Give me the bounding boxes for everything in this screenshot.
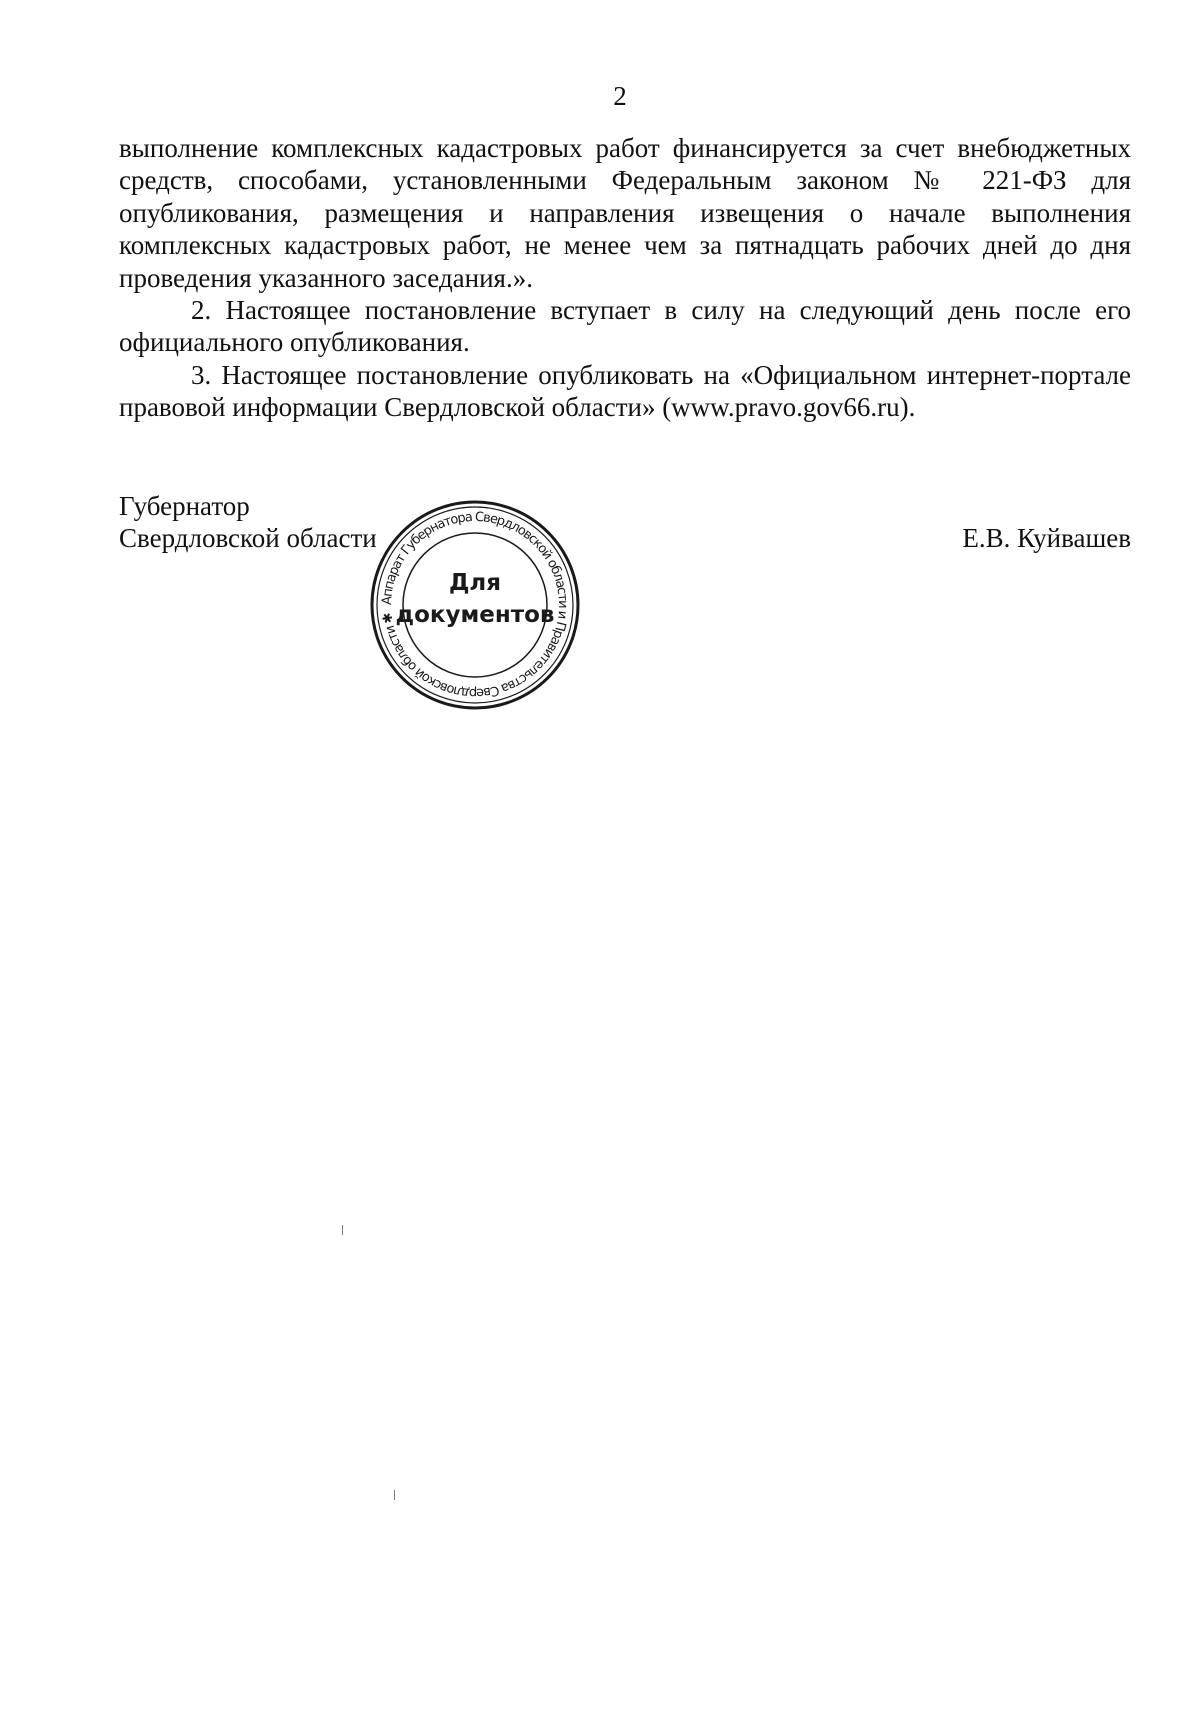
stamp-ring-text: Аппарат Губернатора Свердловской области и Правительства Свердловской области ✱ — [379, 509, 571, 701]
page-number: 2 — [613, 81, 627, 111]
signer-title — [119, 490, 377, 555]
paragraph-2: 2. Настоящее постановление вступает в силу на следующий день после его официального опубликования. — [119, 295, 1131, 358]
scan-speck — [394, 1490, 395, 1500]
stamp-center-line-1: Для — [448, 570, 502, 596]
signature-block — [119, 490, 1131, 730]
paragraph-3: 3. Настоящее постановление опубликовать на «Официальном интернет-портале правовой информации Свердловской области» (www.pravo.gov66.ru). — [119, 359, 1131, 423]
official-stamp — [365, 495, 585, 715]
signer-title-line-2: Свердловской области — [119, 523, 377, 554]
paragraph-continuation: выполнение комплексных кадастровых работ финансируется за счет внебюджетных средств, способами, установленными Федеральным законом № 221-ФЗ для опубликования, размещения и направления извещения о начале выполнения комплексных кадастровых работ, не менее чем за пятнадцать рабочих дней до дня проведения указанного заседания.». — [119, 133, 1131, 293]
stamp-center-text — [365, 567, 585, 631]
stamp-center-line-2: документов — [395, 602, 555, 628]
signer-name: Е.В. Куйвашев — [962, 523, 1131, 554]
scan-speck — [342, 1225, 343, 1235]
signer-title-line-1: Губернатор — [119, 491, 250, 521]
document-body — [119, 132, 1131, 424]
